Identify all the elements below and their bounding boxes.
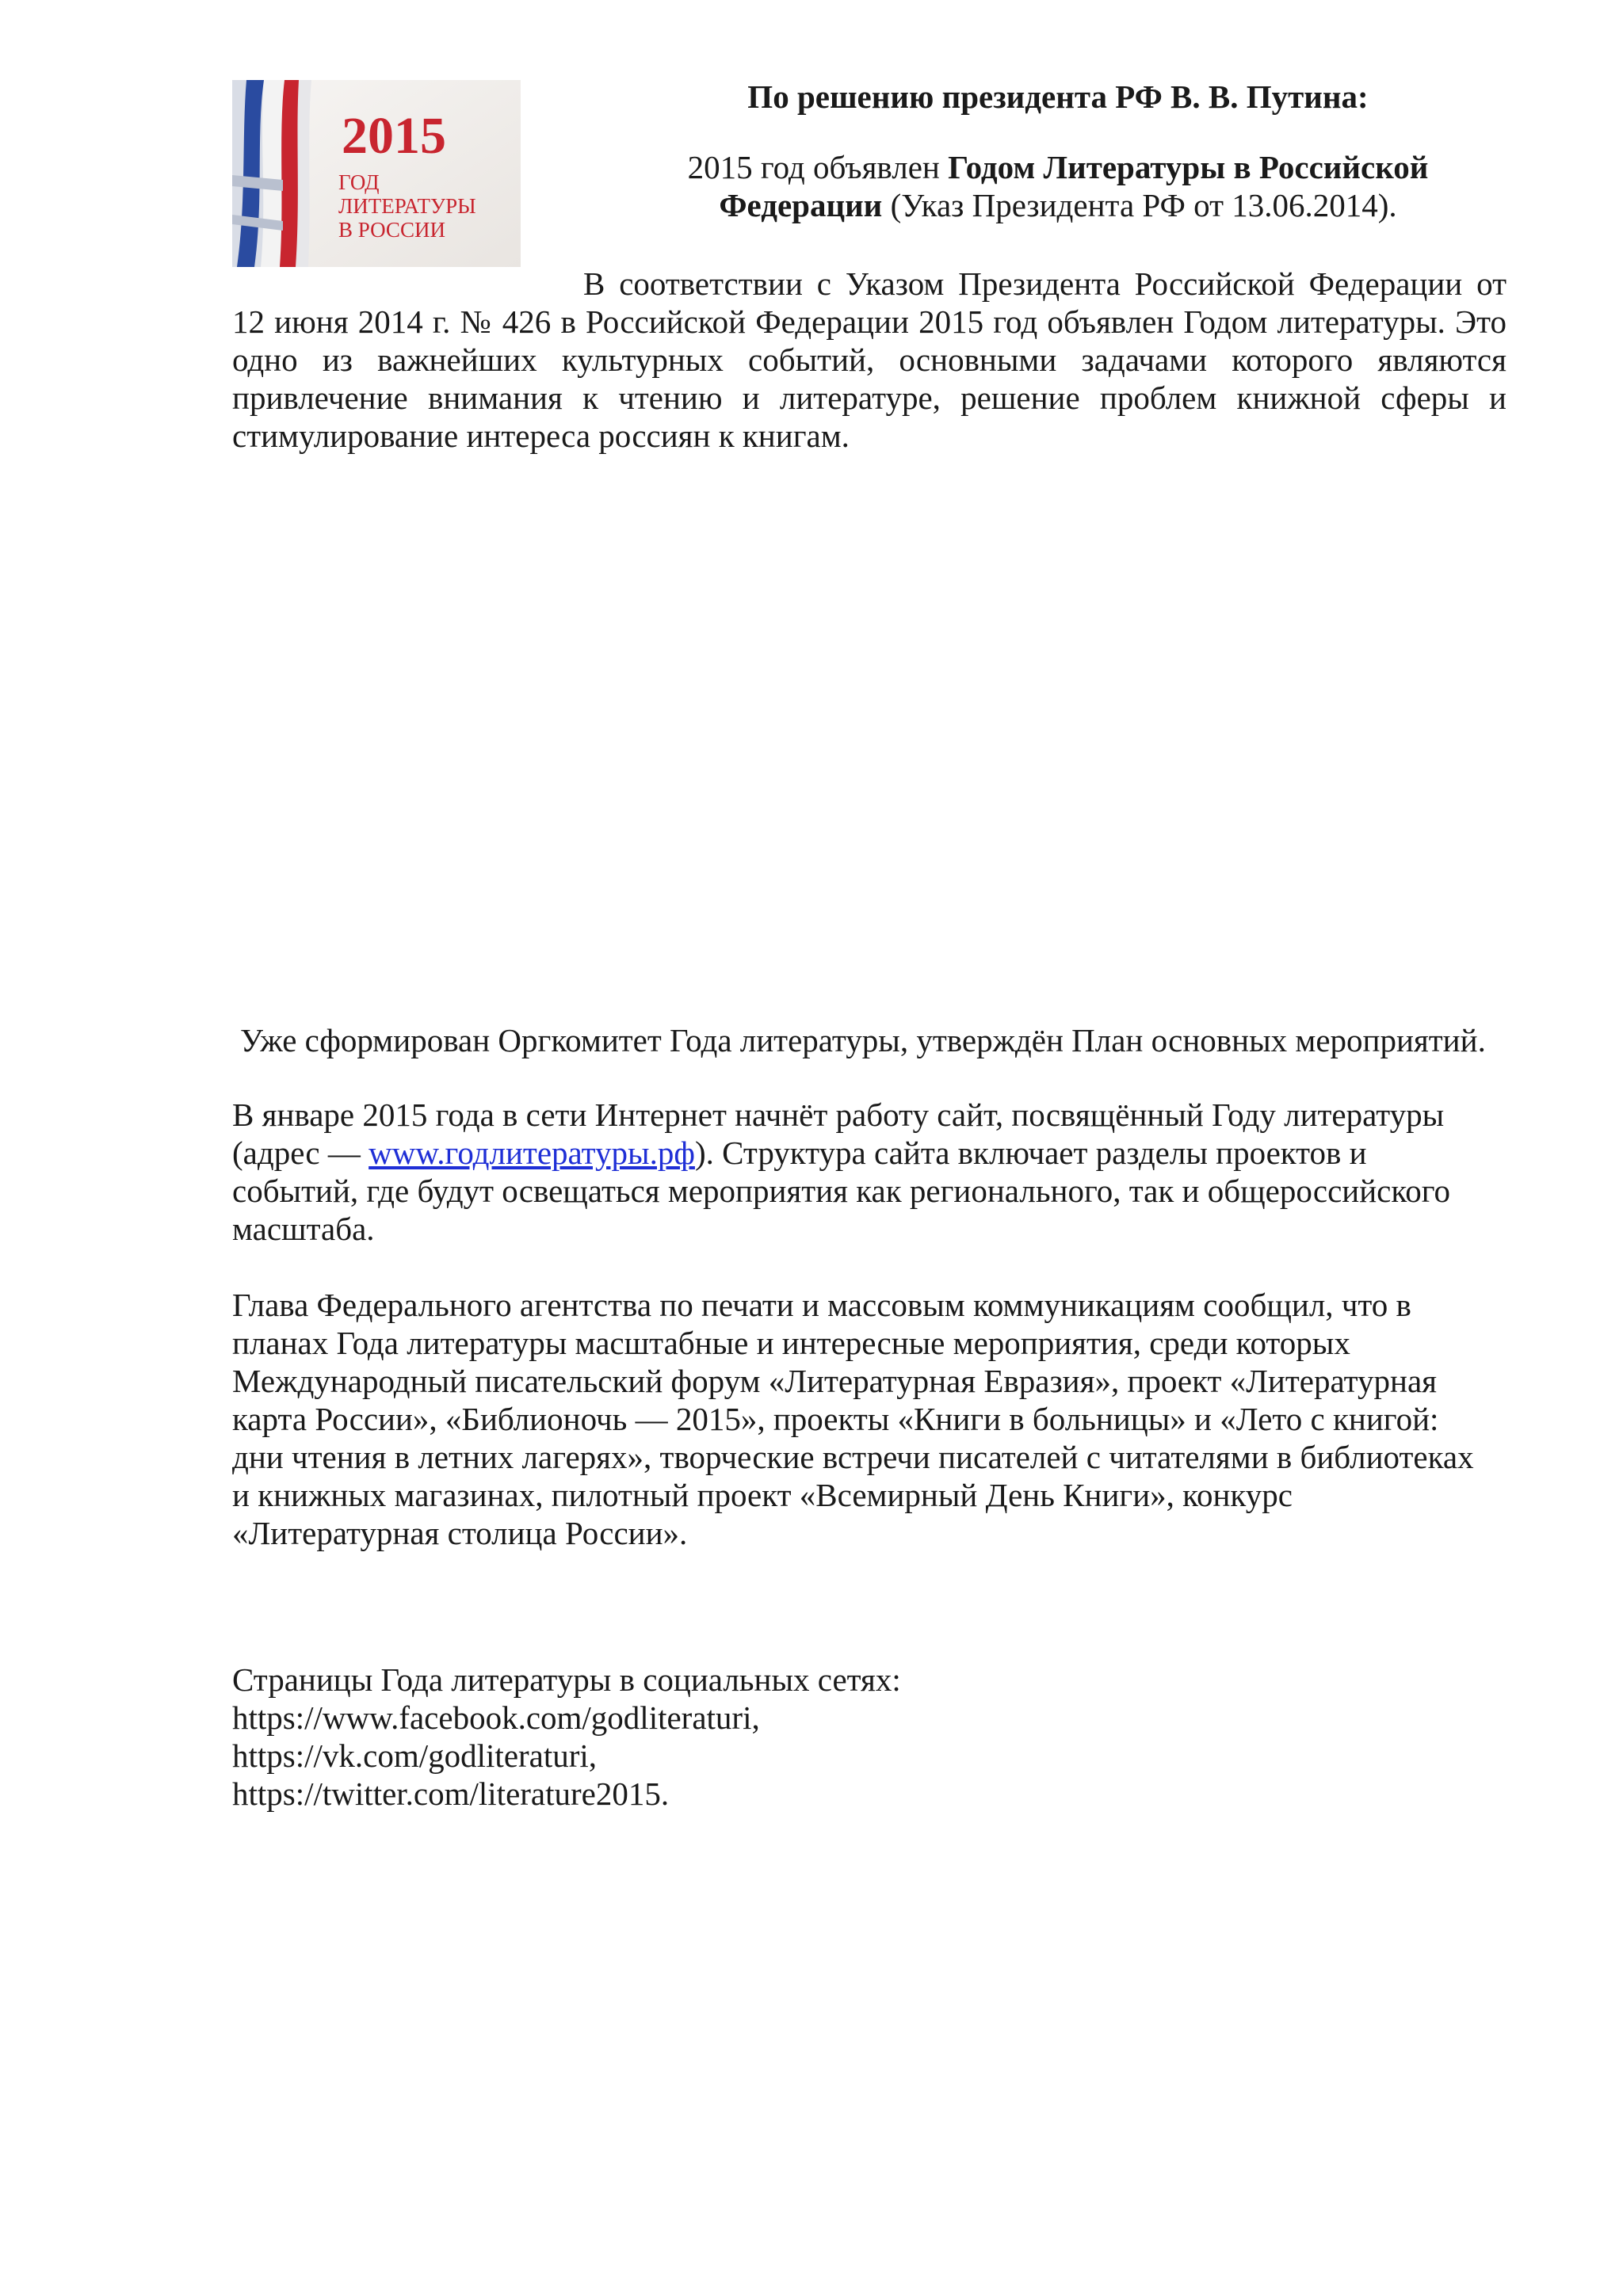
logo-year: 2015: [342, 107, 446, 165]
paragraph-line: дни чтения в летних лагерях», творческие встречи писателей с читателями в библиотеках: [232, 1439, 1474, 1475]
announcement-bold-text: Годом Литературы в Российской: [948, 149, 1429, 185]
paragraph-line: 12 июня 2014 г. № 426 в Российской Федерации 2015 год объявлен Годом литературы. Это: [232, 303, 1507, 340]
agency-paragraph: [232, 1286, 1507, 1552]
announcement: [555, 148, 1561, 224]
paragraph-line: В соответствии с Указом Президента Российской Федерации от: [583, 265, 1507, 302]
announcement-text: (Указ Президента РФ от 13.06.2014).: [882, 187, 1397, 223]
book-stack-icon: [232, 80, 311, 267]
paragraph-line: «Литературная столица России».: [232, 1515, 688, 1551]
announcement-line-1: [555, 148, 1561, 186]
paragraph-line: карта России», «Библионочь — 2015», проекты «Книги в больницы» и «Лето с книгой:: [232, 1401, 1439, 1437]
paragraph-line: В январе 2015 года в сети Интернет начнёт работу сайт, посвящённый Году литературы: [232, 1097, 1445, 1133]
announcement-bold-text: Федерации: [719, 187, 883, 223]
paragraph-text: (адрес —: [232, 1135, 369, 1171]
paragraph-line: планах Года литературы масштабные и интересные мероприятия, среди которых: [232, 1325, 1350, 1361]
website-link[interactable]: www.годлитературы.рф: [369, 1135, 695, 1171]
social-links-section: [232, 1661, 1507, 1813]
logo-caption-line-2: ЛИТЕРАТУРЫ: [338, 194, 476, 218]
paragraph-line: [232, 1134, 1507, 1172]
paragraph-text: ). Структура сайта включает разделы проектов и: [694, 1135, 1367, 1171]
logo-caption-line-1: ГОД: [338, 170, 380, 194]
social-link-twitter: https://twitter.com/literature2015.: [232, 1775, 670, 1812]
orgcommittee-paragraph: [240, 1021, 1514, 1059]
logo-caption-line-3: В РОССИИ: [338, 218, 445, 242]
announcement-text: 2015 год объявлен: [687, 149, 949, 185]
year-of-literature-logo: [232, 80, 521, 267]
paragraph-line: одно из важнейших культурных событий, основными задачами которого являются: [232, 341, 1507, 378]
paragraph-line: Международный писательский форум «Литературная Евразия», проект «Литературная: [232, 1363, 1438, 1399]
social-link-vk: https://vk.com/godliteraturi,: [232, 1737, 598, 1774]
paragraph-line: масштаба.: [232, 1211, 375, 1247]
paragraph-line: событий, где будут освещаться мероприятия как регионального, так и общероссийского: [232, 1173, 1450, 1209]
paragraph-line: Глава Федерального агентства по печати и массовым коммуникациям сообщил, что в: [232, 1287, 1411, 1323]
social-heading: Страницы Года литературы в социальных сетях:: [232, 1661, 901, 1698]
website-paragraph: [232, 1096, 1507, 1248]
intro-paragraph: [232, 265, 1507, 455]
page-title: По решению президента РФ В. В. Путина:: [747, 78, 1369, 115]
announcement-line-2: [555, 186, 1561, 224]
paragraph-line: Уже сформирован Оргкомитет Года литературы, утверждён План основных мероприятий.: [240, 1022, 1486, 1058]
paragraph-line: привлечение внимания к чтению и литературе, решение проблем книжной сферы и: [232, 379, 1507, 416]
social-link-facebook: https://www.facebook.com/godliteraturi,: [232, 1699, 760, 1736]
paragraph-line: и книжных магазинах, пилотный проект «Всемирный День Книги», конкурс: [232, 1477, 1293, 1513]
paragraph-line: стимулирование интереса россиян к книгам.: [232, 418, 850, 454]
